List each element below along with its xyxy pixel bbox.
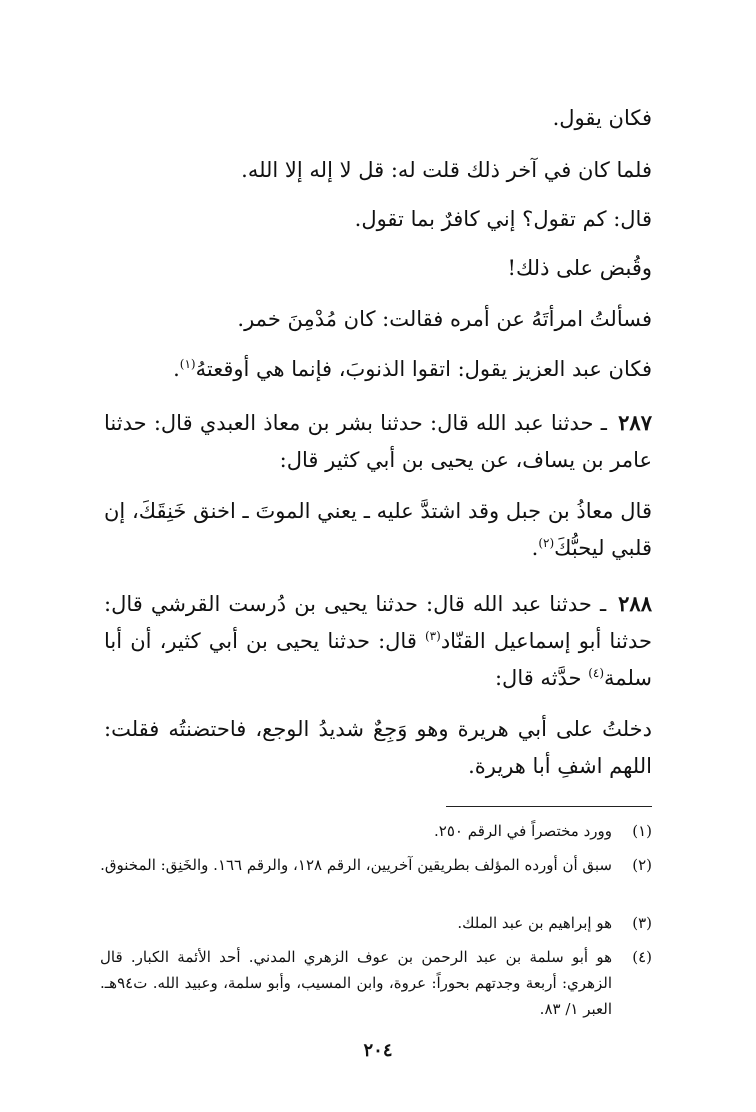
footnote-ref-1: (١) xyxy=(179,357,196,371)
paragraph-6-end: . xyxy=(173,357,180,381)
page-number: ٢٠٤ xyxy=(363,1040,393,1061)
hadith-287-text: ـ حدثنا عبد الله قال: حدثنا بشر بن معاذ العبدي قال: حدثنا عامر بن يساف، عن يحيى بن أبي كثير قال: xyxy=(104,411,652,472)
footnote-1-mark: (١) xyxy=(632,822,652,840)
footnote-3-text: هو إبراهيم بن عبد الملك. xyxy=(457,914,612,932)
footnote-4-mark: (٤) xyxy=(632,948,652,966)
paragraph-10: دخلتُ على أبي هريرة وهو وَجِعٌ شديدُ الوجع، فاحتضنتُه فقلت: اللهم اشفِ أبا هريرة. xyxy=(104,717,652,778)
hadith-288-text-a: ـ حدثنا عبد الله قال: حدثنا يحيى بن دُرست القرشي قال: حدثنا أبو إسماعيل القنّاد xyxy=(104,592,652,653)
footnote-3 xyxy=(100,910,652,936)
footnote-1-text: وورد مختصراً في الرقم ٢٥٠. xyxy=(434,822,612,840)
paragraph-4: وقُبض على ذلك! xyxy=(507,256,652,280)
paragraph-8 xyxy=(104,493,652,567)
paragraph-5: فسألتُ امرأتَهُ عن أمره فقالت: كان مُدْمِنَ خمر. xyxy=(237,307,652,331)
footnote-2-mark: (٢) xyxy=(632,856,652,874)
hadith-288-text-c: حدَّثه قال: xyxy=(494,666,589,690)
hadith-288-text-b: قال: حدثنا يحيى بن أبي كثير، أن أبا سلمة xyxy=(104,629,652,690)
footnote-ref-3: (٣) xyxy=(424,629,441,643)
footnote-3-mark: (٣) xyxy=(632,914,652,932)
hadith-number-287: ٢٨٧ xyxy=(618,410,652,435)
paragraph-6-text: فكان عبد العزيز يقول: اتقوا الذنوبَ، فإنما هي أوقعتهُ xyxy=(195,357,652,381)
footnote-2 xyxy=(100,852,652,878)
paragraph-8-text: قال معاذُ بن جبل وقد اشتدَّ عليه ـ يعني الموتَ ـ اخنق خَنِقَكَ، إن قلبي ليحبُّكَ xyxy=(104,499,652,560)
paragraph-1: فكان يقول. xyxy=(552,106,652,130)
paragraph-8-end: . xyxy=(531,536,539,560)
paragraph-6 xyxy=(104,351,652,388)
paragraph-2: فلما كان في آخر ذلك قلت له: قل لا إله إلا الله. xyxy=(241,158,652,182)
hadith-288 xyxy=(104,585,652,697)
footnote-4 xyxy=(100,944,652,1022)
footnote-ref-4: (٤) xyxy=(588,666,605,680)
footnote-divider xyxy=(446,806,652,807)
hadith-number-288: ٢٨٨ xyxy=(618,591,652,616)
paragraph-3: قال: كم تقول؟ إني كافرٌ بما تقول. xyxy=(354,207,652,231)
footnote-ref-2: (٢) xyxy=(538,536,555,550)
footnote-2-text: سبق أن أورده المؤلف بطريقين آخريين، الرقم ١٢٨، والرقم ١٦٦. والخَنِق: المخنوق. xyxy=(100,856,612,874)
hadith-287 xyxy=(104,404,652,479)
footnote-4-text: هو أبو سلمة بن عبد الرحمن بن عوف الزهري المدني. أحد الأئمة الكبار. قال الزهري: أربعة وجدتهم بحوراً: عروة، وابن المسيب، وأبو سلمة، وعبيد الله. ت٩٤هـ. العبر ١/ ٨٣. xyxy=(100,948,612,1018)
footnote-1 xyxy=(100,818,652,844)
